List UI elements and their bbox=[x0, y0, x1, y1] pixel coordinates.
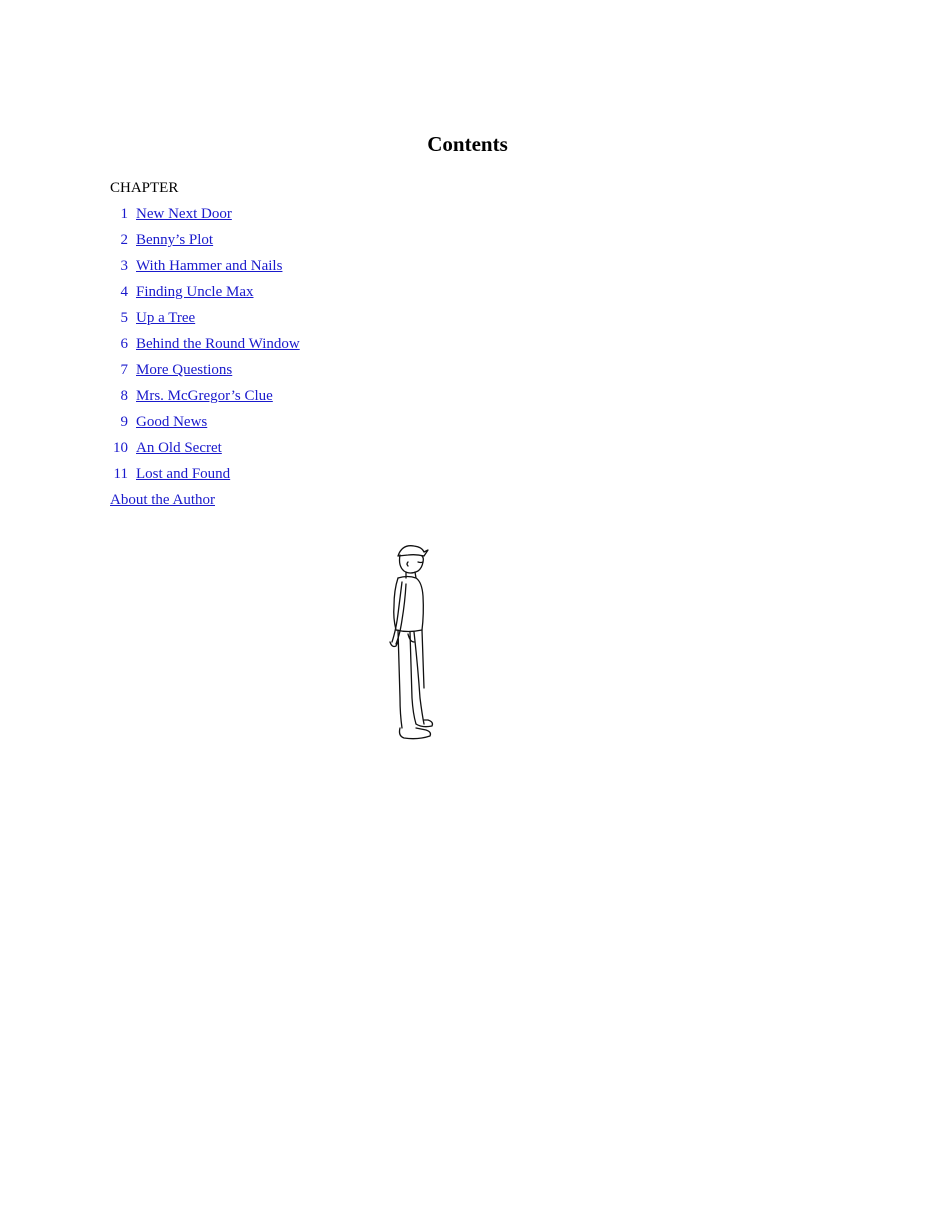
chapter-number: 11 bbox=[113, 466, 128, 482]
toc-item bbox=[110, 282, 300, 308]
chapter-title: New Next Door bbox=[136, 206, 232, 222]
toc-item bbox=[110, 360, 300, 386]
chapter-title: Finding Uncle Max bbox=[136, 284, 254, 300]
toc-item bbox=[110, 438, 300, 464]
chapter-number: 7 bbox=[120, 362, 128, 378]
chapter-title: With Hammer and Nails bbox=[136, 258, 283, 274]
toc-link-chapter-7[interactable] bbox=[110, 362, 232, 378]
toc-item bbox=[110, 256, 300, 282]
toc-item bbox=[110, 412, 300, 438]
chapter-title: Mrs. McGregor’s Clue bbox=[136, 388, 273, 404]
chapter-heading: CHAPTER bbox=[110, 180, 179, 196]
chapter-number: 6 bbox=[120, 336, 128, 352]
chapter-title: Behind the Round Window bbox=[136, 336, 300, 352]
toc-item bbox=[110, 334, 300, 360]
toc-item bbox=[110, 386, 300, 412]
toc-item bbox=[110, 204, 300, 230]
toc-link-chapter-5[interactable] bbox=[110, 310, 195, 326]
chapter-number: 8 bbox=[120, 388, 128, 404]
chapter-title: Good News bbox=[136, 414, 208, 430]
table-of-contents bbox=[110, 204, 300, 490]
chapter-number: 10 bbox=[113, 440, 128, 456]
chapter-title: More Questions bbox=[136, 362, 233, 378]
toc-link-chapter-8[interactable] bbox=[110, 388, 273, 404]
toc-link-chapter-11[interactable] bbox=[110, 466, 230, 482]
chapter-number: 5 bbox=[120, 310, 128, 326]
chapter-title: Benny’s Plot bbox=[136, 232, 214, 248]
toc-link-chapter-3[interactable] bbox=[110, 258, 282, 274]
chapter-title: Up a Tree bbox=[136, 310, 196, 326]
toc-link-chapter-4[interactable] bbox=[110, 284, 254, 300]
chapter-title: An Old Secret bbox=[136, 440, 222, 456]
page-title: Contents bbox=[427, 132, 508, 156]
chapter-number: 3 bbox=[120, 258, 128, 274]
chapter-number: 9 bbox=[120, 414, 128, 430]
chapter-number: 2 bbox=[120, 232, 128, 248]
chapter-number: 1 bbox=[120, 206, 128, 222]
toc-item bbox=[110, 464, 300, 490]
toc-item bbox=[110, 308, 300, 334]
chapter-title: Lost and Found bbox=[136, 466, 231, 482]
chapter-number: 4 bbox=[120, 284, 128, 300]
toc-link-chapter-2[interactable] bbox=[110, 232, 213, 248]
toc-link-chapter-9[interactable] bbox=[110, 414, 207, 430]
toc-link-chapter-10[interactable] bbox=[110, 440, 222, 456]
toc-item bbox=[110, 230, 300, 256]
toc-link-chapter-6[interactable] bbox=[110, 336, 300, 352]
standing-boy-illustration bbox=[378, 538, 448, 748]
toc-link-chapter-1[interactable] bbox=[110, 206, 232, 222]
about-author-link[interactable]: About the Author bbox=[110, 492, 215, 508]
